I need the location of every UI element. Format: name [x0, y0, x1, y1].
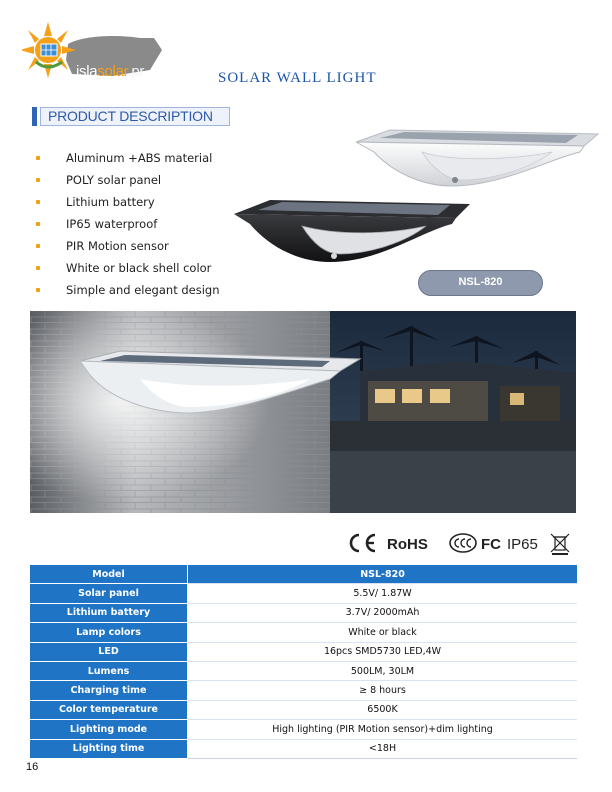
- spec-table: [30, 565, 577, 759]
- feature-item: Simple and elegant design: [36, 282, 220, 304]
- table-row: [30, 642, 577, 661]
- brand-wordmark: islasolar.pr: [76, 63, 145, 80]
- bullet-icon: [36, 266, 40, 270]
- feature-item: Aluminum +ABS material: [36, 150, 220, 172]
- ce-mark-icon: [351, 535, 375, 551]
- spec-label: LED: [30, 642, 188, 661]
- spec-value: <18H: [188, 739, 578, 758]
- spec-value: 6500K: [188, 700, 578, 719]
- feature-item: White or black shell color: [36, 260, 220, 282]
- feature-item: Lithium battery: [36, 194, 220, 216]
- bullet-icon: [36, 222, 40, 226]
- feature-item: IP65 waterproof: [36, 216, 220, 238]
- spec-value: High lighting (PIR Motion sensor)+dim lighting: [188, 720, 578, 739]
- spec-value: 3.7V/ 2000mAh: [188, 603, 578, 622]
- spec-label: Charging time: [30, 681, 188, 700]
- page-number: 16: [26, 761, 39, 773]
- table-row: [30, 681, 577, 700]
- spec-label: Color temperature: [30, 700, 188, 719]
- table-row: [30, 661, 577, 680]
- bullet-icon: [36, 156, 40, 160]
- certification-marks: [345, 530, 577, 556]
- page-title: SOLAR WALL LIGHT: [218, 70, 377, 86]
- table-row: [30, 584, 577, 603]
- bullet-icon: [36, 244, 40, 248]
- model-badge-label: NSL-820: [458, 276, 503, 288]
- table-row: [30, 720, 577, 739]
- spec-value: White or black: [188, 623, 578, 642]
- table-row: [30, 603, 577, 622]
- fc-mark: FC: [481, 536, 501, 553]
- spec-label: Lighting time: [30, 739, 188, 758]
- ip65-mark: IP65: [507, 536, 538, 553]
- table-row: [30, 623, 577, 642]
- section-title: PRODUCT DESCRIPTION: [48, 108, 213, 124]
- black-lamp-image: [230, 196, 475, 268]
- spec-label: Lumens: [30, 661, 188, 680]
- spec-value: ≥ 8 hours: [188, 681, 578, 700]
- table-row: [30, 565, 577, 584]
- spec-label: Solar panel: [30, 584, 188, 603]
- bullet-icon: [36, 200, 40, 204]
- spec-value: 5.5V/ 1.87W: [188, 584, 578, 603]
- table-row: [30, 739, 577, 758]
- rohs-mark: RoHS: [387, 536, 428, 553]
- feature-item: POLY solar panel: [36, 172, 220, 194]
- ccc-mark-icon: [450, 534, 476, 552]
- feature-item: PIR Motion sensor: [36, 238, 220, 260]
- feature-list: [36, 150, 220, 304]
- white-lamp-image: [352, 128, 602, 198]
- spec-value: NSL-820: [188, 565, 578, 584]
- table-row: [30, 700, 577, 719]
- spec-value: 500LM, 30LM: [188, 661, 578, 680]
- spec-value: 16pcs SMD5730 LED,4W: [188, 642, 578, 661]
- spec-label: Lamp colors: [30, 623, 188, 642]
- sun-icon: [22, 22, 76, 78]
- bullet-icon: [36, 288, 40, 292]
- weee-bin-icon: [551, 534, 569, 555]
- spec-label: Model: [30, 565, 188, 584]
- section-accent-bar: [32, 107, 37, 126]
- installation-scene-image: [30, 311, 576, 513]
- bullet-icon: [36, 178, 40, 182]
- spec-label: Lighting mode: [30, 720, 188, 739]
- spec-label: Lithium battery: [30, 603, 188, 622]
